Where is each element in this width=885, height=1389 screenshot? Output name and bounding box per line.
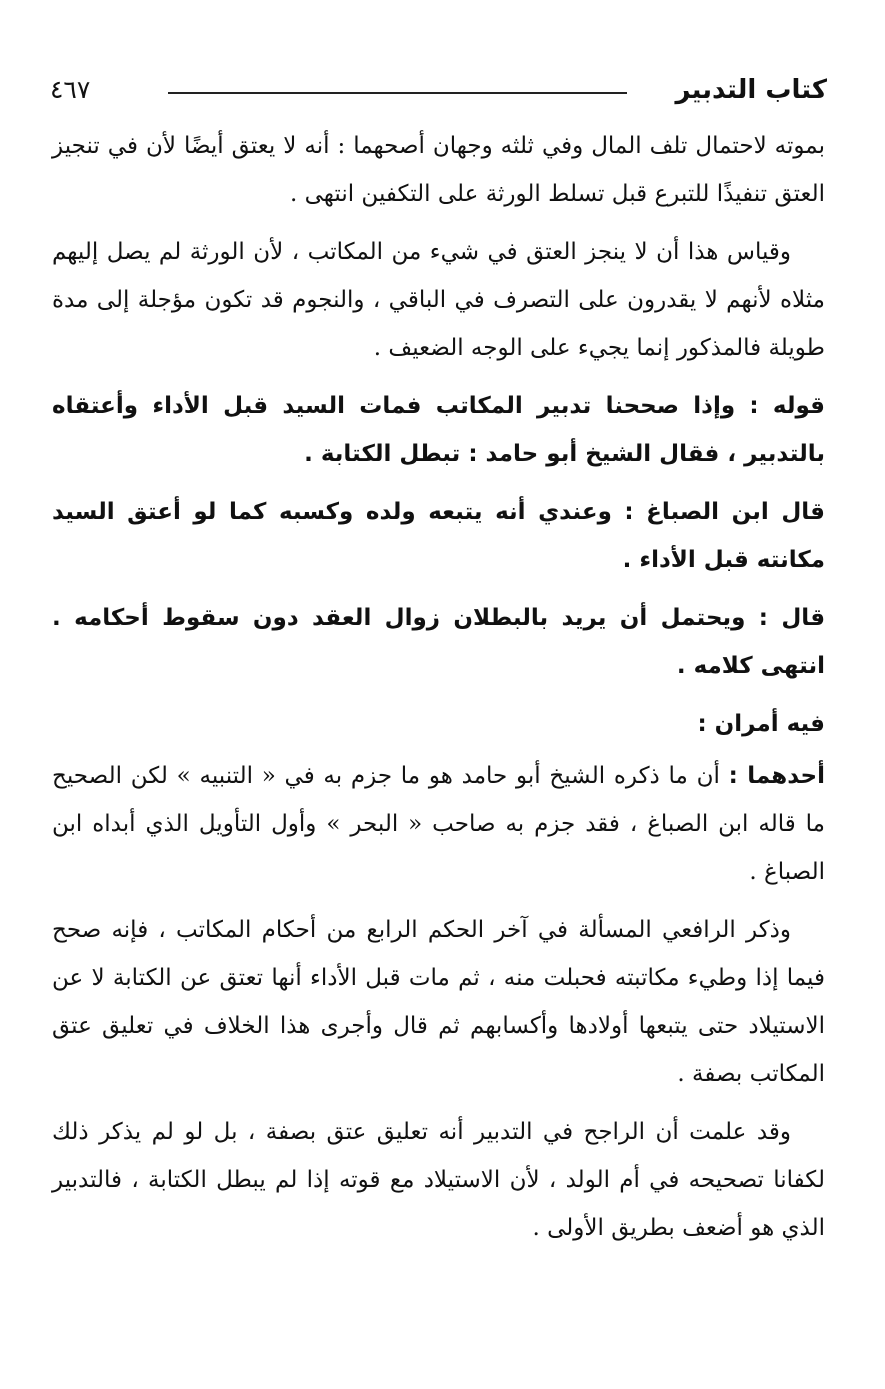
paragraph-lead: أحدهما : <box>728 763 825 789</box>
page-number: ٤٦٧ <box>50 75 91 104</box>
page-header <box>50 68 827 120</box>
running-title: كتاب التدبير <box>675 75 827 105</box>
page-body <box>52 122 825 1262</box>
paragraph: وذكر الرافعي المسألة في آخر الحكم الرابع من أحكام المكاتب ، فإنه صحح فيما إذا وطيء مكاتبته فحبلت منه ، ثم مات قبل الأداء أنها تعتق عن الكتابة لا عن الاستيلاد حتى يتبعها أولادها وأكسابهم ثم قال وأجرى هذا الخلاف في تعليق عتق المكاتب بصفة . <box>52 917 825 1087</box>
paragraph: بموته لاحتمال تلف المال وفي ثلثه وجهان أصحهما : أنه لا يعتق أيضًا لأن في تنجيز العتق تنفيذًا للتبرع قبل تسلط الورثة على التكفين انتهى . <box>52 133 825 207</box>
paragraph-quote: قال : ويحتمل أن يريد بالبطلان زوال العقد دون سقوط أحكامه . انتهى كلامه . <box>52 605 825 679</box>
header-rule <box>168 92 627 94</box>
paragraph-quote: قوله : وإذا صححنا تدبير المكاتب فمات السيد قبل الأداء وأعتقاه بالتدبير ، فقال الشيخ أبو حامد : تبطل الكتابة . <box>52 393 825 467</box>
paragraph: وقياس هذا أن لا ينجز العتق في شيء من المكاتب ، لأن الورثة لم يصل إليهم مثلاه لأنهم لا يقدرون على التصرف في الباقي ، والنجوم قد تكون مؤجلة إلى مدة طويلة فالمذكور إنما يجيء على الوجه الضعيف . <box>52 239 825 361</box>
paragraph <box>52 752 825 896</box>
paragraph: وقد علمت أن الراجح في التدبير أنه تعليق عتق بصفة ، بل لو لم يذكر ذلك لكفانا تصحيحه في أم الولد ، لأن الاستيلاد مع قوته إذا لم يبطل الكتابة ، فالتدبير الذي هو أضعف بطريق الأولى . <box>52 1119 825 1241</box>
paragraph-quote: قال ابن الصباغ : وعندي أنه يتبعه ولده وكسبه كما لو أعتق السيد مكانته قبل الأداء . <box>52 499 825 573</box>
section-heading: فيه أمران : <box>697 711 825 737</box>
paragraph-text: أن ما ذكره الشيخ أبو حامد هو ما جزم به في « التنبيه » لكن الصحيح ما قاله ابن الصباغ ، فقد جزم به صاحب « البحر » وأول التأويل الذي أبداه ابن الصباغ . <box>52 763 825 885</box>
